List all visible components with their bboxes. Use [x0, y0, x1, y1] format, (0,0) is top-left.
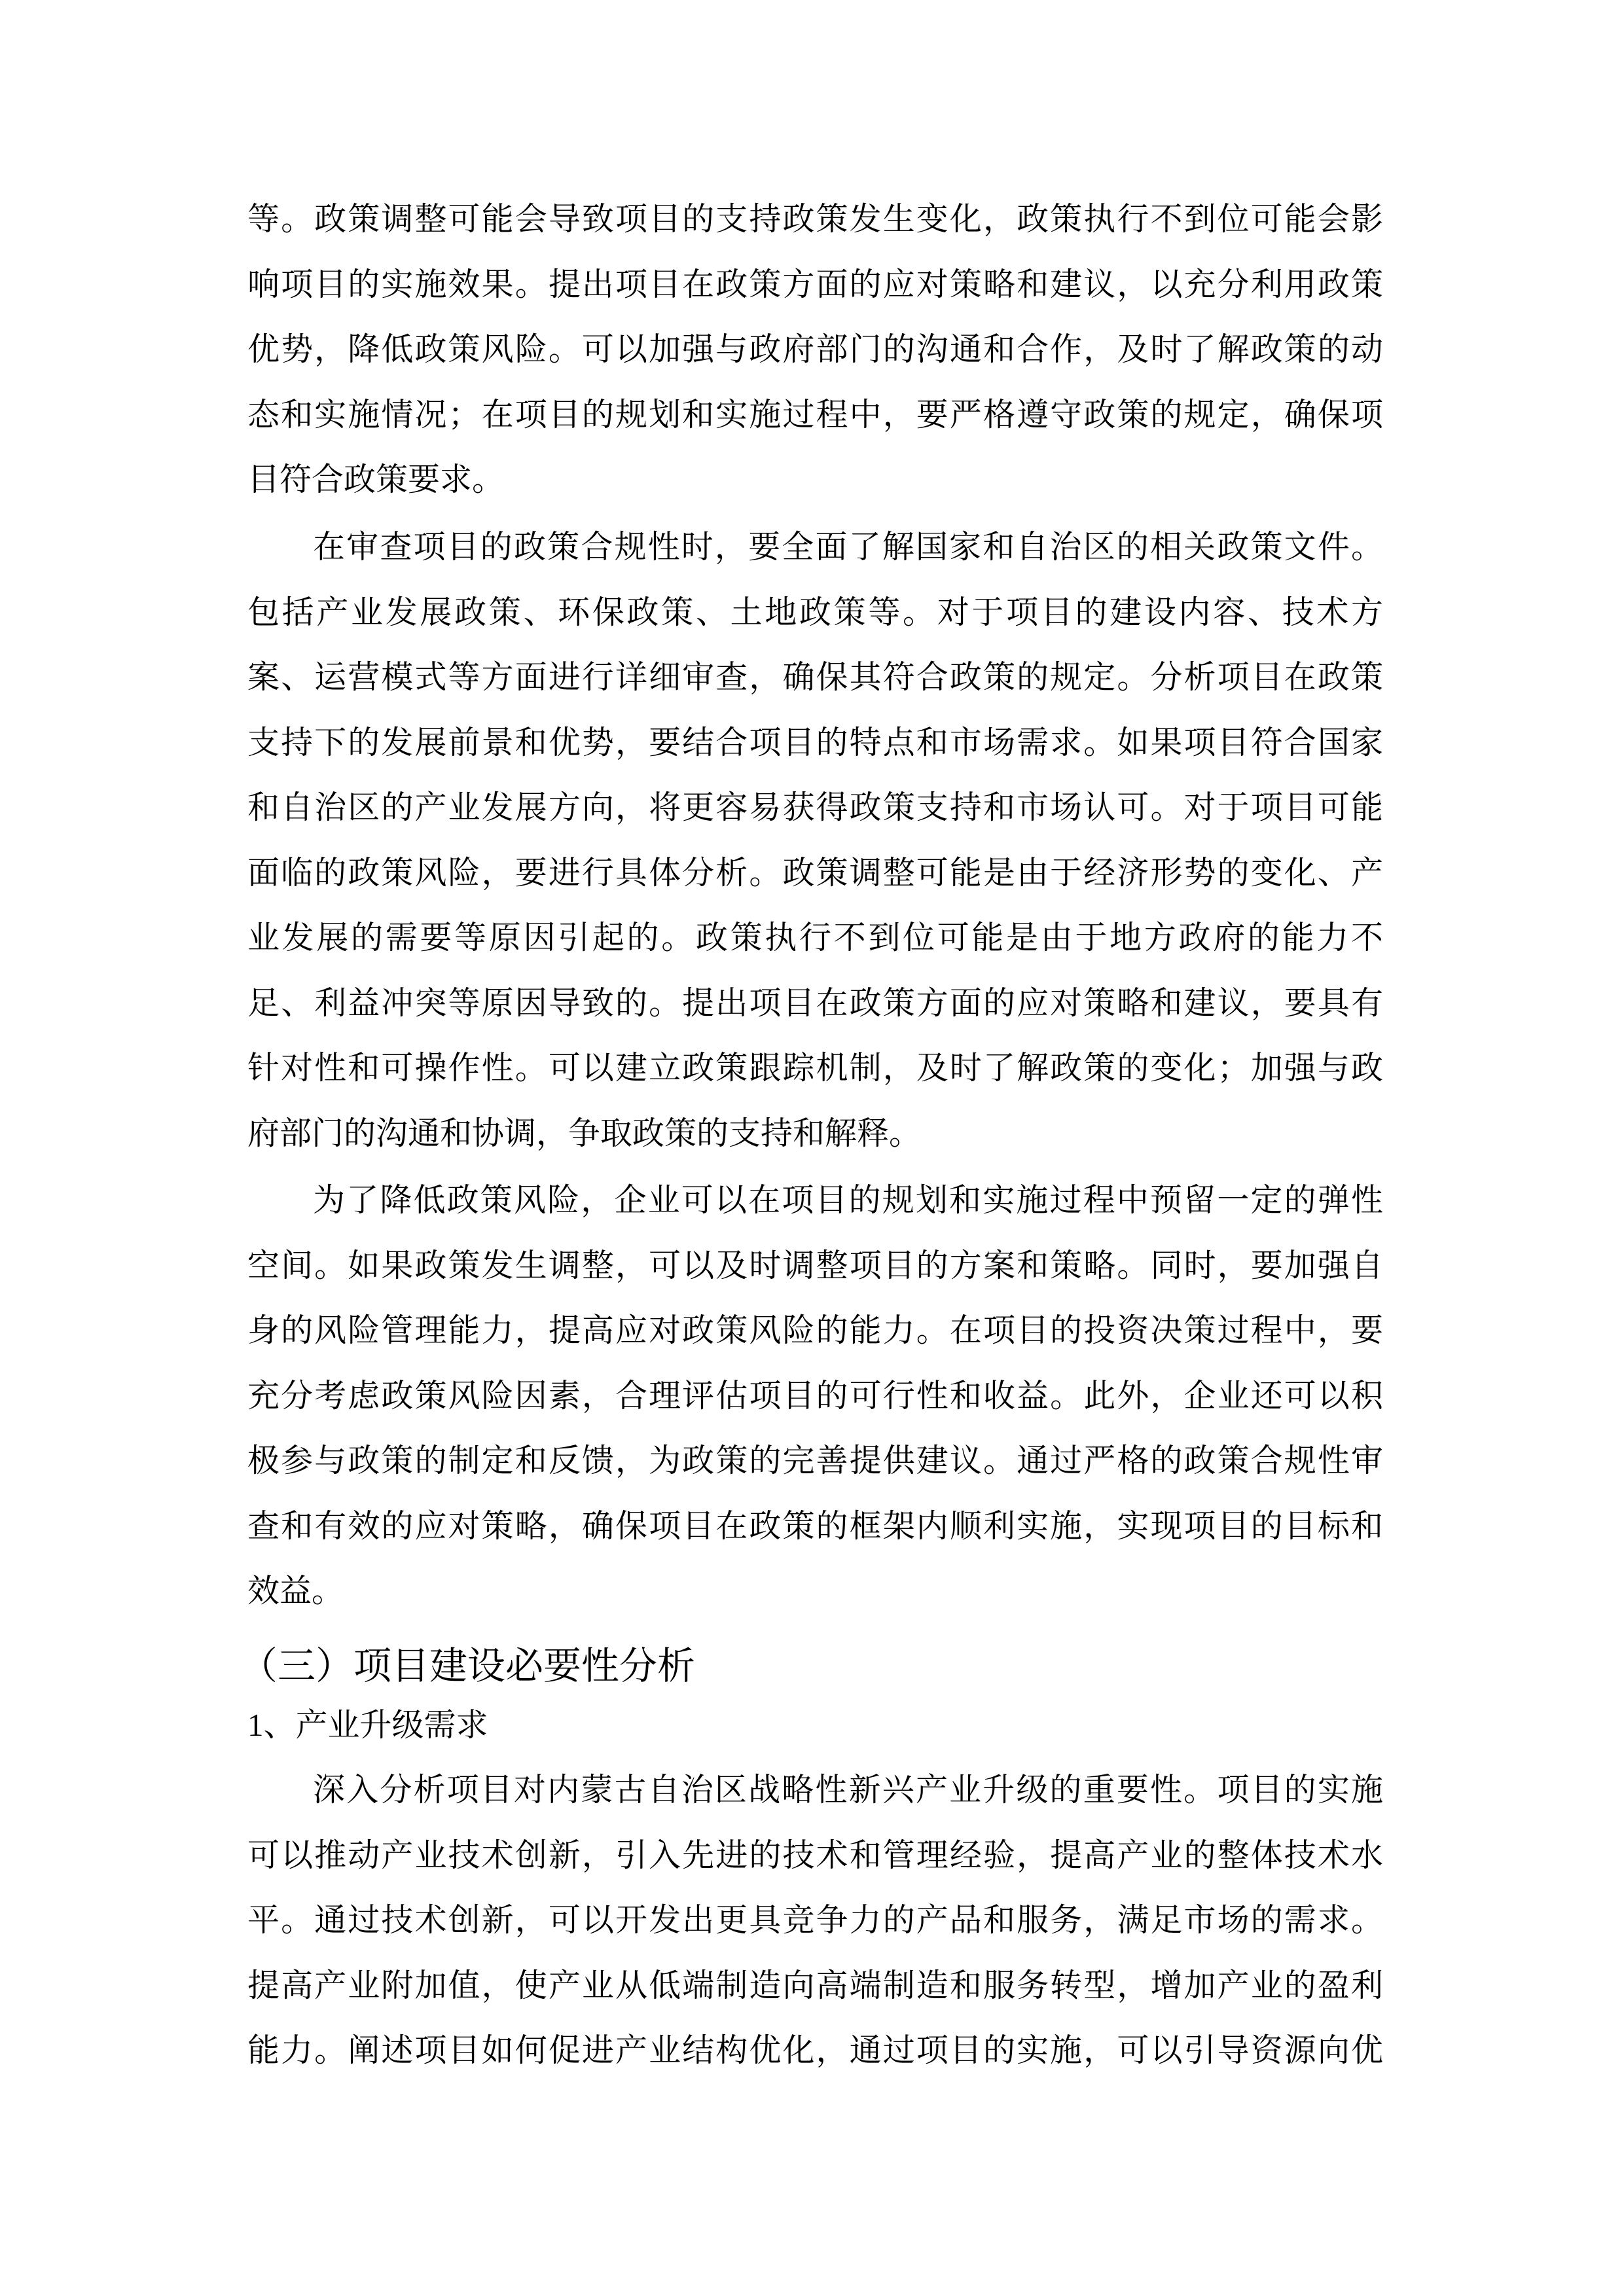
text-line: 身的风险管理能力，提高应对政策风险的能力。在项目的投资决策过程中，要: [247, 1312, 1383, 1348]
text-line: 能力。阐述项目如何促进产业结构优化，通过项目的实施，可以引导资源向优: [247, 2032, 1383, 2068]
text-line: 面临的政策风险，要进行具体分析。政策调整可能是由于经济形势的变化、产: [247, 854, 1383, 891]
section-heading: （三）项目建设必要性分析: [240, 1645, 696, 1687]
subsection-heading: 1、产业升级需求: [247, 1707, 488, 1743]
text-line: 为了降低政策风险，企业可以在项目的规划和实施过程中预留一定的弹性: [313, 1182, 1383, 1218]
text-line: 空间。如果政策发生调整，可以及时调整项目的方案和策略。同时，要加强自: [247, 1247, 1383, 1283]
text-line: 充分考虑政策风险因素，合理评估项目的可行性和收益。此外，企业还可以积: [247, 1377, 1383, 1414]
text-line: 响项目的实施效果。提出项目在政策方面的应对策略和建议，以充分利用政策: [247, 266, 1383, 302]
text-line: 态和实施情况；在项目的规划和实施过程中，要严格遵守政策的规定，确保项: [247, 396, 1383, 433]
text-line: 极参与政策的制定和反馈，为政策的完善提供建议。通过严格的政策合规性审: [247, 1443, 1383, 1479]
paragraph-industry-upgrade: [247, 1757, 1383, 2083]
text-line: 可以推动产业技术创新，引入先进的技术和管理经验，提高产业的整体技术水: [247, 1837, 1383, 1873]
text-line: 业发展的需要等原因引起的。政策执行不到位可能是由于地方政府的能力不: [247, 920, 1383, 956]
text-line: 足、利益冲突等原因导致的。提出项目在政策方面的应对策略和建议，要具有: [247, 984, 1383, 1021]
paragraph-policy-impact: [247, 187, 1383, 512]
text-line: 效益。: [247, 1573, 344, 1609]
paragraph-policy-risk-reduction: [247, 1168, 1383, 1624]
text-line: 目符合政策要求。: [247, 461, 505, 497]
text-line: 在审查项目的政策合规性时，要全面了解国家和自治区的相关政策文件。: [313, 529, 1383, 565]
text-line: 优势，降低政策风险。可以加强与政府部门的沟通和合作，及时了解政策的动: [247, 331, 1383, 367]
text-line: 平。通过技术创新，可以开发出更具竞争力的产品和服务，满足市场的需求。: [247, 1902, 1383, 1938]
text-line: 支持下的发展前景和优势，要结合项目的特点和市场需求。如果项目符合国家: [247, 724, 1383, 761]
paragraph-policy-compliance-review: [247, 514, 1383, 1166]
text-line: 包括产业发展政策、环保政策、土地政策等。对于项目的建设内容、技术方: [247, 594, 1383, 630]
text-line: 提高产业附加值，使产业从低端制造向高端制造和服务转型，增加产业的盈利: [247, 1967, 1383, 2003]
text-line: 深入分析项目对内蒙古自治区战略性新兴产业升级的重要性。项目的实施: [313, 1772, 1383, 1808]
text-line: 等。政策调整可能会导致项目的支持政策发生变化，政策执行不到位可能会影: [247, 201, 1383, 237]
text-line: 和自治区的产业发展方向，将更容易获得政策支持和市场认可。对于项目可能: [247, 789, 1383, 825]
text-line: 府部门的沟通和协调，争取政策的支持和解释。: [247, 1115, 922, 1151]
text-line: 针对性和可操作性。可以建立政策跟踪机制，及时了解政策的变化；加强与政: [247, 1050, 1383, 1086]
text-line: 查和有效的应对策略，确保项目在政策的框架内顺利实施，实现项目的目标和: [247, 1507, 1383, 1544]
text-line: 案、运营模式等方面进行详细审查，确保其符合政策的规定。分析项目在政策: [247, 659, 1383, 695]
